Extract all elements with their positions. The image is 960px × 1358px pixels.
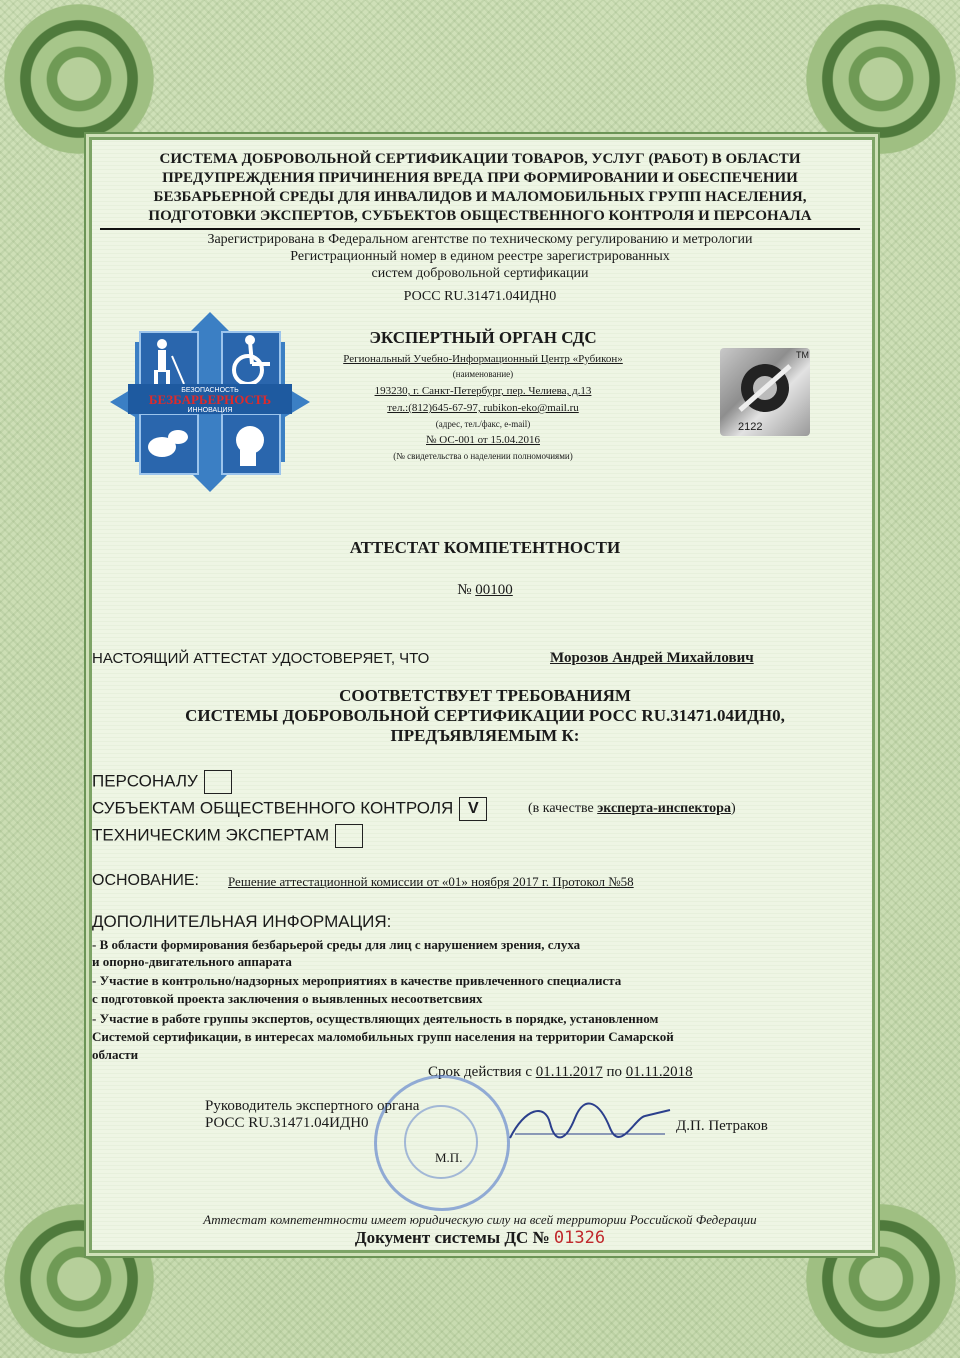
- role-note: [528, 801, 736, 817]
- certificate-title: АТТЕСТАТ КОМПЕТЕНТНОСТИ: [349, 538, 621, 557]
- holder-name: Морозов Андрей Михайлович: [550, 650, 754, 666]
- conformity-line: СИСТЕМЫ ДОБРОВОЛЬНОЙ СЕРТИФИКАЦИИ РОСС RU.31471.04ИДН0,: [185, 706, 785, 725]
- expert-body-title: ЭКСПЕРТНЫЙ ОРГАН СДС: [369, 328, 597, 347]
- authority-caption: (№ свидетельства о наделении полномочиями): [393, 451, 573, 461]
- header-divider: [100, 228, 860, 230]
- authority-number: № ОС-001 от 15.04.2016: [426, 434, 540, 446]
- role-suffix: ): [730, 801, 736, 816]
- category-checkbox[interactable]: [204, 770, 232, 794]
- number-value: 00100: [475, 582, 513, 598]
- legal-force-note: Аттестат компетентности имеет юридическую силу на всей территории Российской Федерации: [203, 1212, 757, 1227]
- additional-info-line: с подготовкой проекта заключения о выявленных несоответсвиях: [92, 991, 483, 1006]
- category-row-tech-experts: [92, 824, 363, 848]
- expert-body-contacts: тел.:(812)645-67-97, rubikon-eko@mail.ru: [387, 402, 579, 414]
- certificate-number: [100, 582, 870, 599]
- validity-label: Срок действия с: [428, 1064, 536, 1080]
- hologram-number: 2122: [738, 421, 763, 433]
- additional-info-line: - В области формирования безбарьерой среды для лиц с нарушением зрения, слуха: [92, 937, 581, 952]
- basis-label: ОСНОВАНИЕ:: [92, 872, 199, 889]
- header-line: ПОДГОТОВКИ ЭКСПЕРТОВ, СУБЪЕКТОВ ОБЩЕСТВЕННОГО КОНТРОЛЯ И ПЕРСОНАЛА: [148, 208, 812, 224]
- expert-body-name: Региональный Учебно-Информационный Центр «Рубикон»: [343, 353, 623, 365]
- role-value: эксперта-инспектора: [597, 801, 731, 816]
- conformity-statement: [100, 686, 870, 746]
- additional-info-line: - Участие в контрольно/надзорных мероприятиях в качестве привлеченного специалиста: [92, 973, 622, 988]
- registration-number: РОСС RU.31471.04ИДН0: [403, 289, 557, 304]
- system-header: [100, 150, 860, 226]
- number-prefix: №: [457, 582, 476, 598]
- signatory-name: Д.П. Петраков: [676, 1118, 768, 1134]
- hologram-tm: TM: [796, 350, 809, 360]
- category-row-public-control: [92, 797, 487, 821]
- category-row-personnel: [92, 770, 232, 794]
- registration-info: [100, 231, 860, 305]
- doc-label: Документ системы ДС №: [354, 1228, 554, 1247]
- certifies-text: НАСТОЯЩИЙ АТТЕСТАТ УДОСТОВЕРЯЕТ, ЧТО: [92, 650, 430, 667]
- registration-line: систем добровольной сертификации: [371, 266, 589, 281]
- logo-main-text: БЕЗБАРЬЕРНОСТЬ: [148, 392, 272, 407]
- additional-info-line: области: [92, 1047, 139, 1062]
- validity-to-label: по: [602, 1064, 626, 1080]
- name-caption: (наименование): [452, 369, 514, 379]
- role-prefix: (в качестве: [528, 801, 598, 816]
- header-line: ПРЕДУПРЕЖДЕНИЯ ПРИЧИНЕНИЯ ВРЕДА ПРИ ФОРМИРОВАНИИ И ОБЕСПЕЧЕНИИ: [162, 170, 798, 186]
- logo-bottom-text: ИННОВАЦИЯ: [187, 407, 233, 414]
- handwritten-signature: [505, 1098, 675, 1148]
- ornament-corner: [806, 4, 956, 154]
- stamp-place: М.П.: [435, 1150, 463, 1165]
- ds-hologram-icon: [720, 348, 810, 436]
- contacts-caption: (адрес, тел./факс, e-mail): [435, 419, 531, 429]
- validity-period: [428, 1064, 693, 1081]
- category-label: СУБЪЕКТАМ ОБЩЕСТВЕННОГО КОНТРОЛЯ: [92, 798, 454, 818]
- expert-body-address: 193230, г. Санкт-Петербург, пер. Челиева, д.13: [374, 385, 592, 397]
- position-line: Руководитель экспертного органа: [205, 1098, 420, 1114]
- bezbarernost-logo: [110, 312, 310, 492]
- validity-from: 01.11.2017: [535, 1064, 603, 1080]
- registration-line: Регистрационный номер в едином реестре зарегистрированных: [290, 249, 670, 264]
- additional-info-line: и опорно-двигательного аппарата: [92, 954, 292, 969]
- conformity-line: СООТВЕТСТВУЕТ ТРЕБОВАНИЯМ: [339, 686, 631, 705]
- ornament-corner: [4, 4, 154, 154]
- category-label: ТЕХНИЧЕСКИМ ЭКСПЕРТАМ: [92, 825, 330, 845]
- category-checkbox[interactable]: V: [459, 797, 487, 821]
- additional-info-line: Системой сертификации, в интересах маломобильных групп населения на территории Самарской: [92, 1029, 674, 1044]
- category-label: ПЕРСОНАЛУ: [92, 771, 198, 791]
- document-number: [92, 1228, 868, 1248]
- doc-number-value: 01326: [553, 1228, 606, 1248]
- header-line: СИСТЕМА ДОБРОВОЛЬНОЙ СЕРТИФИКАЦИИ ТОВАРОВ, УСЛУГ (РАБОТ) В ОБЛАСТИ: [159, 151, 801, 167]
- header-line: БЕЗБАРЬЕРНОЙ СРЕДЫ ДЛЯ ИНВАЛИДОВ И МАЛОМОБИЛЬНЫХ ГРУПП НАСЕЛЕНИЯ,: [153, 189, 807, 205]
- additional-info-line: - Участие в работе группы экспертов, осуществляющих деятельность в порядке, установленном: [92, 1011, 659, 1026]
- registration-line: Зарегистрирована в Федеральном агентстве по техническому регулированию и метрологии: [207, 232, 753, 247]
- additional-info-label: ДОПОЛНИТЕЛЬНАЯ ИНФОРМАЦИЯ:: [92, 912, 392, 931]
- category-checkbox[interactable]: [335, 824, 363, 848]
- logo-top-text: БЕЗОПАСНОСТЬ: [181, 387, 239, 394]
- conformity-line: ПРЕДЪЯВЛЯЕМЫМ К:: [390, 726, 580, 745]
- hologram-sticker: [720, 348, 810, 436]
- position-line: РОСС RU.31471.04ИДН0: [205, 1115, 369, 1131]
- basis-value: Решение аттестационной комиссии от «01» ноября 2017 г. Протокол №58: [228, 874, 634, 889]
- signatory-position: [205, 1098, 419, 1132]
- validity-to: 01.11.2018: [625, 1064, 693, 1080]
